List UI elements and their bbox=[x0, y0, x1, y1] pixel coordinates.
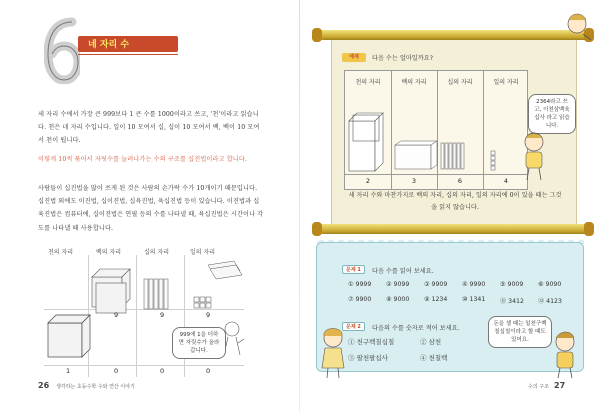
exercise1-item: ⑩ 1341 bbox=[462, 296, 486, 303]
digit-ones-row1: 9 bbox=[206, 311, 211, 319]
place-value-table bbox=[344, 70, 528, 190]
paragraph-highlight: 이렇게 10씩 묶어서 자릿수를 늘려나가는 수의 구조를 십진법이라고 합니다. bbox=[38, 156, 247, 163]
scroll-cap bbox=[312, 222, 322, 236]
column-header-tens: 십의 자리 bbox=[447, 79, 473, 86]
column-header-ones: 일의 자리 bbox=[493, 79, 519, 86]
child-character bbox=[518, 130, 550, 182]
digit-ones-row2: 0 bbox=[206, 367, 211, 375]
column-header-ones: 일의 자리 bbox=[190, 249, 216, 256]
place-value-diagram bbox=[44, 247, 264, 377]
chapter-number-6 bbox=[44, 16, 80, 84]
column-header-thousands: 천의 자리 bbox=[355, 79, 381, 86]
column-header-tens: 십의 자리 bbox=[144, 249, 170, 256]
example-caption: 세 자리 수와 마찬가지로 백의 자리, 십의 자리, 일의 자리에 0이 있을 때는 그것을 읽지 않습니다. bbox=[348, 192, 562, 211]
exercise1-item: ⑨ 1234 bbox=[424, 296, 448, 303]
exercise1-item: ⑫ 4123 bbox=[538, 298, 562, 305]
child-character-peeking bbox=[563, 10, 593, 42]
footer-chapter-title: 수의 구조 bbox=[528, 384, 549, 390]
scroll-rod-bottom bbox=[318, 224, 590, 234]
exercise1-item: ④ 9990 bbox=[462, 281, 486, 288]
digit-ones: 4 bbox=[503, 177, 509, 185]
page-number-left: 26 bbox=[38, 381, 50, 390]
example-question: 다음 수는 얼마일까요? bbox=[372, 55, 434, 62]
footer-book-title: 생각하는 초등수학 수와 연산 이야기 bbox=[56, 384, 135, 390]
digit-hundreds-row1: 9 bbox=[114, 311, 119, 319]
column-header-hundreds: 백의 자리 bbox=[96, 249, 122, 256]
child-character bbox=[318, 326, 348, 380]
exercise2-label: 문제 2 bbox=[342, 322, 365, 331]
exercise1-prompt: 다음 수를 읽어 보세요. bbox=[372, 268, 434, 275]
section-underline bbox=[78, 54, 178, 55]
child-character bbox=[548, 330, 582, 380]
column-header-thousands: 천의 자리 bbox=[48, 249, 74, 256]
blocks-illustration bbox=[345, 85, 527, 175]
scroll-cap bbox=[584, 222, 594, 236]
digit-thousands-row2: 1 bbox=[66, 367, 71, 375]
exercise1-item: ⑧ 9000 bbox=[386, 296, 410, 303]
exercise1-label: 문제 1 bbox=[342, 265, 365, 274]
example-label: 예제 bbox=[342, 53, 366, 62]
digit-tens: 6 bbox=[457, 177, 463, 185]
exercise2-item: ③ 팔천팔십사 bbox=[348, 354, 388, 362]
digit-thousands: 2 bbox=[365, 177, 371, 185]
scroll-rod-top bbox=[318, 30, 590, 40]
digit-hundreds-row2: 0 bbox=[114, 367, 119, 375]
exercise1-item: ⑪ 3412 bbox=[500, 298, 524, 305]
exercise1-item: ⑥ 9090 bbox=[538, 281, 562, 288]
column-header-hundreds: 백의 자리 bbox=[401, 79, 427, 86]
section-title-tag bbox=[78, 36, 178, 52]
exercise2-item: ④ 천칠백 bbox=[420, 354, 448, 362]
section-title: 네 자리 수 bbox=[88, 40, 130, 50]
exercise1-item: ⑦ 9900 bbox=[348, 296, 372, 303]
exercise1-item: ③ 9909 bbox=[424, 281, 448, 288]
page-number-right: 27 bbox=[554, 381, 566, 390]
exercise1-item: ② 9099 bbox=[386, 281, 410, 288]
digit-tens-row2: 0 bbox=[160, 367, 165, 375]
exercise2-item: ① 천구백칠십칠 bbox=[348, 338, 395, 346]
paragraph-intro: 세 자리 수에서 가장 큰 999보다 1 큰 수를 1000이라고 쓰고, '천'이라고 읽습니다. 천은 네 자리 수입니다. 일이 10 모여서 십, 십이 10 모여서 백, 백이 10 모여서 천이 됩니다. bbox=[38, 111, 260, 145]
speech-bubble: 돈을 셀 때는 일천구백칠십칠이라고 할 때도 있어요. bbox=[488, 316, 552, 348]
exercise2-item: ② 삼천 bbox=[420, 338, 442, 346]
speech-bubble: 999에 1을 더하면 자릿수가 올라갑니다. bbox=[172, 327, 226, 359]
scroll-cap bbox=[312, 28, 322, 42]
exercise1-item: ⑤ 9009 bbox=[500, 281, 524, 288]
exercise2-prompt: 다음의 수를 숫자로 적어 보세요. bbox=[372, 325, 460, 332]
digit-hundreds: 3 bbox=[411, 177, 417, 185]
digit-tens-row1: 9 bbox=[160, 311, 165, 319]
speech-bubble: 2364라고 쓰고, 이천삼백육십사 라고 읽습니다. bbox=[528, 94, 576, 134]
exercise1-item: ① 9999 bbox=[348, 281, 372, 288]
paragraph-bases: 사람들이 십진법을 많이 쓰게 된 것은 사람의 손가락 수가 10개이기 때문입니다. 십진법 외에도 이진법, 십이진법, 십육진법, 육십진법 등이 있습니다. 이진법과 십육진법은 컴퓨터에, 십이진법은 연필 등의 수를 나타낼 때, 육십진법은 시간이나 각도를 나타낼 때 사용합니다. bbox=[38, 185, 264, 232]
